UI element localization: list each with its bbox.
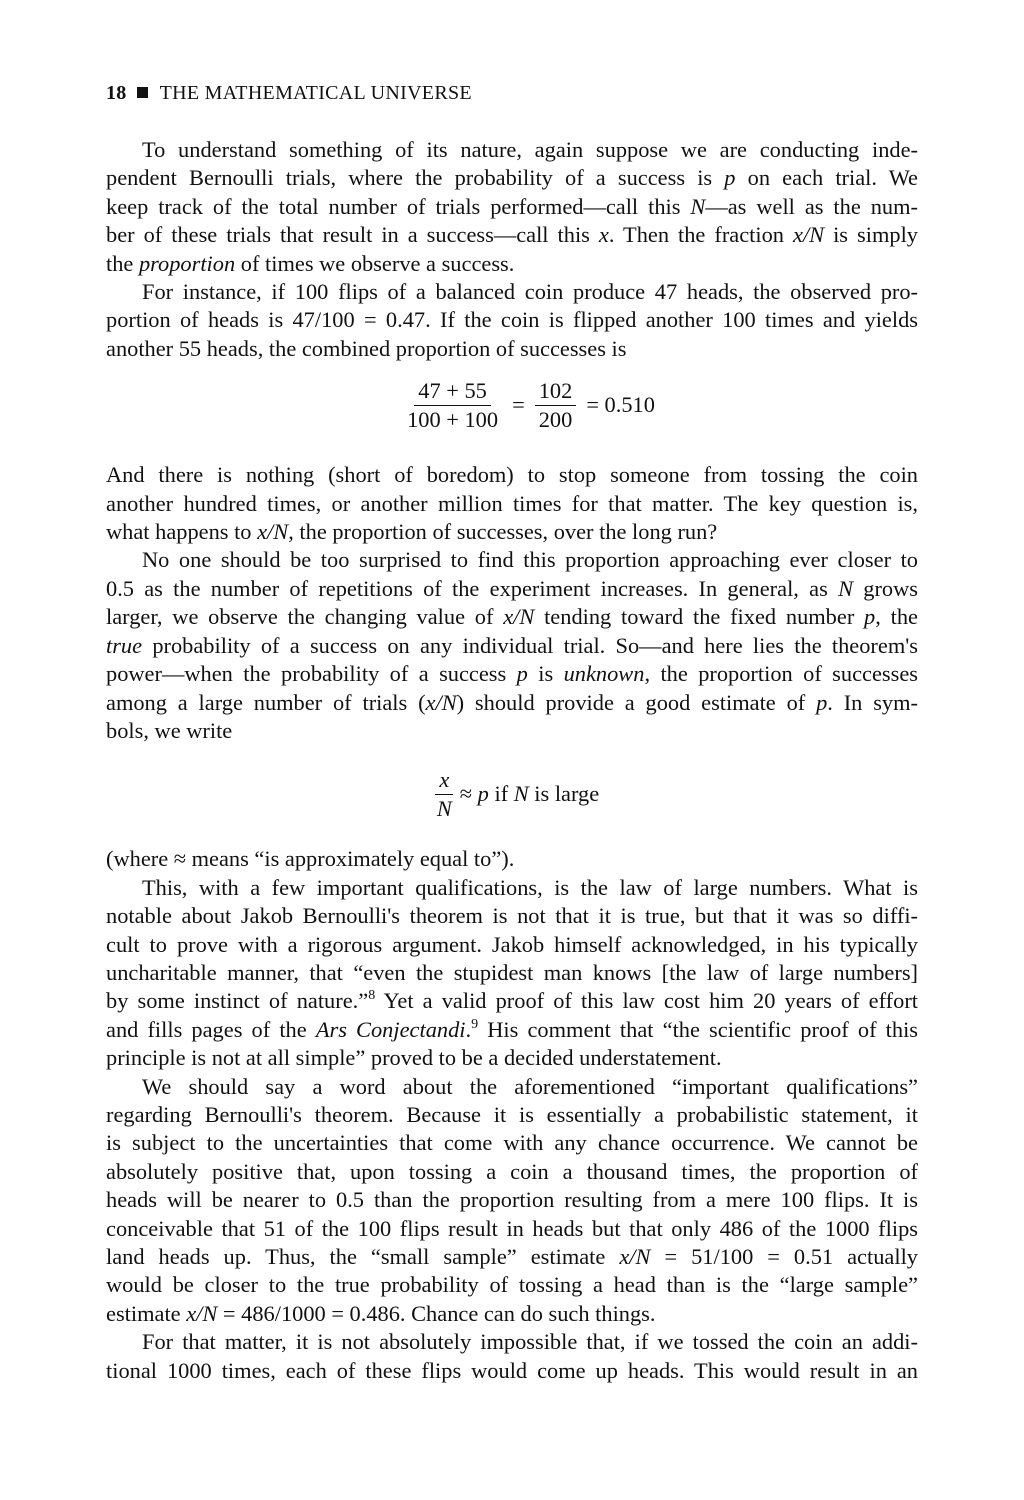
text-line: among a large number of trials (x/N) should provide a good estimate of p. In sym- [106,689,918,715]
text-line: by some instinct of nature.”$^8$ Yet a valid proof of this law cost him 20 years of effort [106,988,918,1014]
text-line: No one should be too surprised to find this proportion approaching ever closer to [142,547,918,573]
fraction [535,379,577,432]
fraction [403,379,502,432]
text-line: cult to prove with a rigorous argument. Jakob himself acknowledged, in his typically [106,931,918,957]
numerator: x [435,768,453,795]
footnote-ref: 8 [368,988,376,1004]
running-title: THE MATHEMATICAL UNIVERSE [159,82,472,104]
text-line: notable about Jakob Bernoulli's theorem is not that it is true, but that it was so diffi- [106,903,918,929]
fraction [433,768,456,821]
equation-combined-proportion [106,363,918,447]
text-line: power—when the probability of a success p is unknown, the proportion of successes [106,661,918,687]
page-number: 18 [106,82,127,104]
paragraph-6 [106,874,918,1073]
text-line: portion of heads is 47/100 = 0.47. If the coin is flipped another 100 times and yields [106,307,918,333]
paragraph-2 [106,278,918,363]
text-line: uncharitable manner, that “even the stupidest man knows [the law of large numbers] [106,959,918,985]
text-line: For instance, if 100 flips of a balanced coin produce 47 heads, the observed pro- [142,279,918,305]
text-line: conceivable that 51 of the 100 flips result in heads but that only 486 of the 1000 flips [106,1215,918,1241]
text-line: another hundred times, or another million times for that matter. The key question is, [106,490,918,516]
text-line: is subject to the uncertainties that come with any chance occurrence. We cannot be [106,1130,918,1156]
numerator: 47 + 55 [414,379,491,406]
text-line: and fills pages of the Ars Conjectandi.$^9$ His comment that “the scientific proof of this [106,1016,919,1042]
text-line: the proportion of times we observe a success. [106,250,515,276]
text-line: To understand something of its nature, again suppose we are conducting inde- [142,137,918,162]
text-line: land heads up. Thus, the “small sample” estimate x/N = 51/100 = 0.51 actually [106,1244,918,1269]
paragraph-3 [106,461,918,546]
paragraph-4 [106,546,918,745]
paragraph-8 [106,1328,918,1385]
text-line: This, with a few important qualifications, is the law of large numbers. What is [142,874,918,900]
text-line: We should say a word about the aforementioned “important qualifications” [142,1073,918,1099]
text-line: absolutely positive that, upon tossing a coin a thousand times, the proportion of [106,1158,918,1184]
running-header [106,82,472,105]
footnote-ref: 9 [471,1016,479,1032]
text-line: larger, we observe the changing value of x/N tending toward the fixed number p, the [106,604,918,630]
paragraph-5 [106,845,918,873]
text-line: ber of these trials that result in a success—call this x. Then the fraction x/N is simply [106,222,918,248]
text-line: would be closer to the true probability of tossing a head than is the “large sample” [106,1272,918,1298]
text-line: 0.5 as the number of repetitions of the experiment increases. In general, as N grows [106,575,919,601]
approx-expression: ≈ p if N is large [459,781,600,807]
equation-result: = 0.510 [586,392,655,418]
equals-sign: = [512,392,525,418]
text-line: For that matter, it is not absolutely impossible that, if we tossed the coin an addi- [142,1329,918,1355]
body-text [106,136,918,1385]
equation-law-of-large-numbers [106,751,918,837]
text-line: bols, we write [106,717,233,743]
paragraph-1 [106,136,918,278]
text-line: pendent Bernoulli trials, where the probability of a success is p on each trial. We [106,165,918,191]
header-bullet-icon [137,87,148,98]
denominator: 100 + 100 [407,406,499,432]
text-line: another 55 heads, the combined proportion of successes is [106,335,627,361]
text-line: heads will be nearer to 0.5 than the proportion resulting from a mere 100 flips. It is [106,1187,918,1213]
paragraph-7 [106,1073,918,1329]
text-line: estimate x/N = 486/1000 = 0.486. Chance can do such things. [106,1300,656,1326]
numerator: 102 [535,379,577,406]
text-line: keep track of the total number of trials performed—call this N—as well as the num- [106,193,918,219]
text-line: regarding Bernoulli's theorem. Because it is essentially a probabilistic statement, it [106,1101,918,1127]
text-line: what happens to x/N, the proportion of successes, over the long run? [106,519,718,545]
text-line: (where ≈ means “is approximately equal to”). [106,846,515,872]
denominator: 200 [538,406,573,432]
text-line: principle is not at all simple” proved to be a decided understatement. [106,1045,722,1071]
text-line: true probability of a success on any individual trial. So—and here lies the theorem's [106,632,918,658]
text-line: tional 1000 times, each of these flips would come up heads. This would result in an [106,1357,918,1383]
denominator: N [436,795,452,821]
text-line: And there is nothing (short of boredom) to stop someone from tossing the coin [106,462,918,488]
